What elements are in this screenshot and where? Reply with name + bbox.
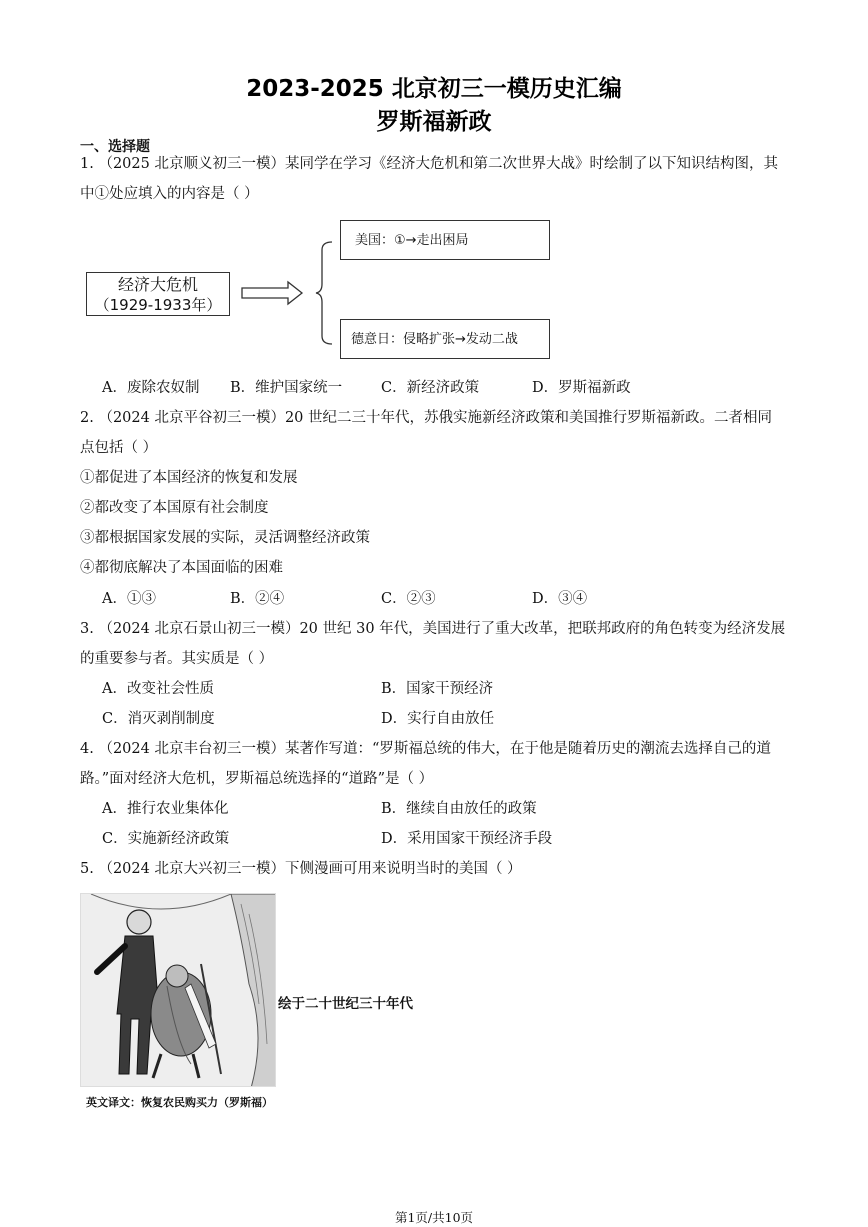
q2-item-2: ②都改变了本国原有社会制度: [80, 500, 269, 516]
q2-item-1: ①都促进了本国经济的恢复和发展: [80, 470, 298, 486]
diagram-crisis-years: （1929-1933年）: [94, 296, 222, 314]
q4-option-d[interactable]: D．采用国家干预经济手段: [381, 831, 553, 847]
q3-option-a[interactable]: A．改变社会性质: [102, 681, 214, 697]
q2-option-b[interactable]: B．②④: [230, 591, 285, 607]
section-heading: 一、选择题: [80, 139, 150, 155]
page-footer: 第1页/共10页: [394, 1210, 474, 1225]
q2-option-d[interactable]: D．③④: [532, 591, 588, 607]
q4-stem-line2: 路。”面对经济大危机，罗斯福总统选择的“道路”是（ ）: [80, 771, 434, 787]
q3-option-d[interactable]: D．实行自由放任: [381, 711, 495, 727]
page-subtitle: 罗斯福新政: [376, 109, 492, 135]
q1-stem-line1: 1. （2025 北京顺义初三一模）某同学在学习《经济大危机和第二次世界大战》时绘制了以下知识结构图，其: [80, 156, 778, 172]
diagram-us-box: 美国：①→走出困局: [340, 220, 550, 260]
diagram-axis-box: 德意日：侵略扩张→发动二战: [340, 319, 550, 359]
q3-stem-line1: 3. （2024 北京石景山初三一模）20 世纪 30 年代，美国进行了重大改革，把联邦政府的角色转变为经济发展: [80, 621, 786, 637]
q1-option-b[interactable]: B．维护国家统一: [230, 380, 343, 396]
q4-option-b[interactable]: B．继续自由放任的政策: [381, 801, 537, 817]
diagram-crisis-label: 经济大危机: [117, 275, 198, 294]
q1-stem-line2: 中①处应填入的内容是（ ）: [80, 186, 259, 202]
q2-item-4: ④都彻底解决了本国面临的困难: [80, 560, 283, 576]
q2-option-a[interactable]: A．①③: [102, 591, 156, 607]
q4-stem-line1: 4. （2024 北京丰台初三一模）某著作写道：“罗斯福总统的伟大，在于他是随着历史的潮流去选择自己的道: [80, 741, 771, 757]
cartoon-caption-date: 绘于二十世纪三十年代: [278, 996, 413, 1012]
page-title: 2023-2025 北京初三一模历史汇编: [246, 76, 622, 102]
diagram-connector: [236, 236, 340, 348]
q3-option-c[interactable]: C．消灭剥削制度: [102, 711, 215, 727]
q2-stem-line2: 点包括（ ）: [80, 440, 158, 456]
q1-option-c[interactable]: C．新经济政策: [381, 380, 480, 396]
diagram-crisis-box: [86, 272, 230, 316]
q1-option-d[interactable]: D．罗斯福新政: [532, 380, 631, 396]
q4-option-a[interactable]: A．推行农业集体化: [102, 801, 229, 817]
cartoon-caption-translation: 英文译文：恢复农民购买力（罗斯福）: [86, 1096, 273, 1109]
q1-option-a[interactable]: A．废除农奴制: [102, 380, 200, 396]
q2-stem-line1: 2. （2024 北京平谷初三一模）20 世纪二三十年代，苏俄实施新经济政策和美国推行罗斯福新政。二者相同: [80, 410, 773, 426]
diagram-brace-icon: [316, 242, 332, 344]
q3-option-b[interactable]: B．国家干预经济: [381, 681, 494, 697]
cartoon-image: [80, 893, 276, 1087]
q3-stem-line2: 的重要参与者。其实质是（ ）: [80, 651, 274, 667]
q5-stem-line1: 5. （2024 北京大兴初三一模）下侧漫画可用来说明当时的美国（ ）: [80, 861, 522, 877]
q2-option-c[interactable]: C．②③: [381, 591, 436, 607]
cartoon-illustration-icon: [81, 894, 276, 1087]
diagram-arrow-icon: [242, 282, 302, 304]
q4-option-c[interactable]: C．实施新经济政策: [102, 831, 230, 847]
q2-item-3: ③都根据国家发展的实际，灵活调整经济政策: [80, 530, 370, 546]
